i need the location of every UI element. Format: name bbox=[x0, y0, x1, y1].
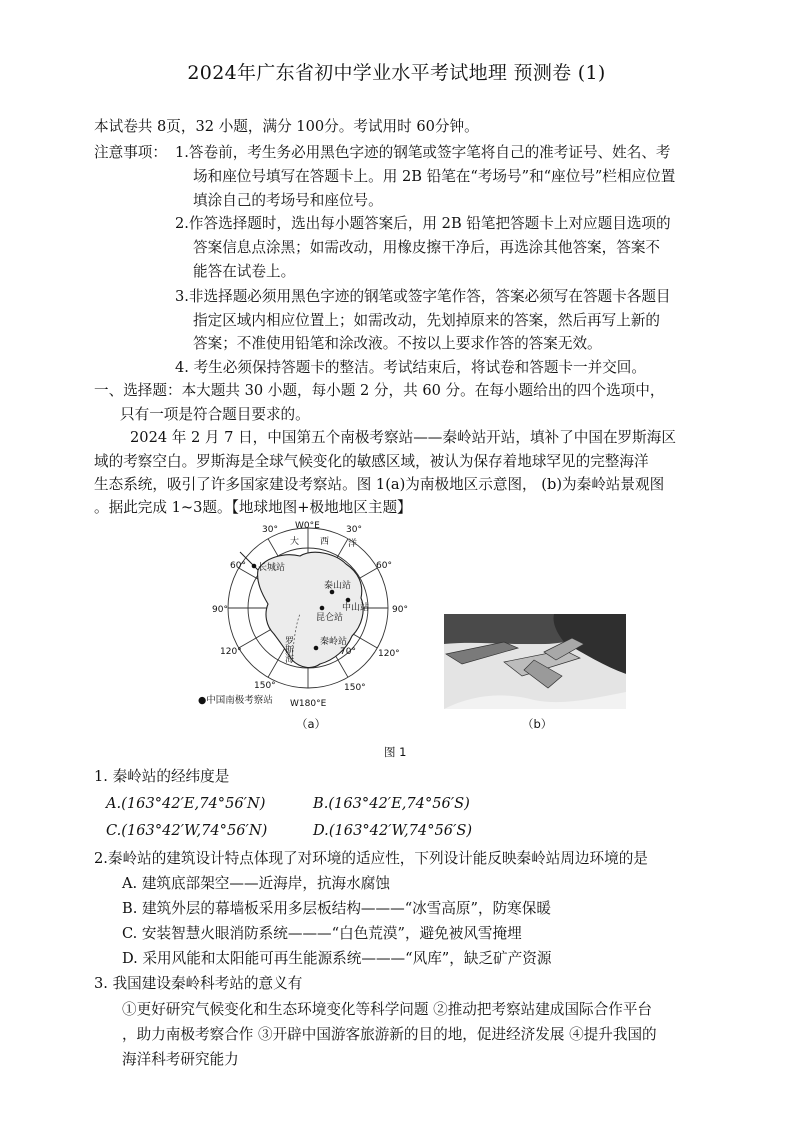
q3-options-line-1: ①更好研究气候变化和生态环境变化等科学问题 ②推动把考察站建成国际合作平台 bbox=[122, 1001, 653, 1018]
notice-item-2: 2.作答选择题时，选出每小题答案后，用 2B 铅笔把答题卡上对应题目选项的 bbox=[175, 215, 671, 232]
q2-option-b: B. 建筑外层的幕墙板采用多层板结构———“冰雪高原”，防寒保暖 bbox=[122, 900, 551, 917]
passage-line-1: 2024 年 2 月 7 日，中国第五个南极考察站——秦岭站开站，填补了中国在罗斯海区 bbox=[130, 429, 676, 446]
map-label-zhongshan: 中山站 bbox=[342, 603, 370, 613]
map-label-w0e: W0°E bbox=[295, 521, 320, 531]
zhongshan-station-marker bbox=[346, 598, 351, 603]
qinling-station-photo bbox=[444, 614, 626, 709]
notice-item-1-cont2: 填涂自己的考场号和座位号。 bbox=[193, 192, 383, 209]
notice-item-4: 4. 考生必须保持答题卡的整洁。考试结束后，将试卷和答题卡一并交回。 bbox=[175, 359, 646, 376]
notice-label: 注意事项： bbox=[94, 144, 167, 161]
map-label-60-right: 60° bbox=[376, 561, 392, 571]
q3-options-line-3: 海洋科考研究能力 bbox=[122, 1051, 239, 1068]
passage-line-2: 域的考察空白。罗斯海是全球气候变化的敏感区域，被认为保存着地球罕见的完整海洋 bbox=[94, 453, 649, 470]
map-label-30-left: 30° bbox=[262, 525, 278, 535]
q1-option-b: B.(163°42′E,74°56′S) bbox=[313, 795, 470, 812]
q3-stem: 3. 我国建设秦岭科考站的意义有 bbox=[94, 975, 303, 992]
q2-option-c: C. 安装智慧火眼消防系统———“白色荒漠”，避免被风雪掩埋 bbox=[122, 925, 522, 942]
map-label-ocean-3: 洋 bbox=[348, 539, 358, 549]
passage-line-3: 生态系统，吸引了许多国家建设考察站。图 1(a)为南极地区示意图， (b)为秦岭站景观图 bbox=[94, 476, 665, 493]
notice-item-3: 3.非选择题必须用黑色字迹的钢笔或签字笔作答，答案必须写在答题卡各题目 bbox=[175, 288, 671, 305]
antarctic-map bbox=[196, 518, 424, 718]
q2-option-d: D. 采用风能和太阳能可再生能源系统———“风库”，缺乏矿产资源 bbox=[122, 950, 552, 967]
map-label-90-right: 90° bbox=[392, 605, 408, 615]
figure-label-b: （b） bbox=[522, 717, 553, 731]
map-label-150-left: 150° bbox=[254, 681, 276, 691]
map-legend: ●中国南极考察站 bbox=[198, 695, 273, 706]
notice-item-2-cont2: 能答在试卷上。 bbox=[193, 263, 296, 280]
map-label-ocean-1: 大 bbox=[290, 537, 300, 547]
notice-item-1-cont: 场和座位号填写在答题卡上。用 2B 铅笔在“考场号”和“座位号”栏相应位置 bbox=[193, 168, 676, 185]
q1-option-d: D.(163°42′W,74°56′S) bbox=[313, 822, 473, 839]
q1-option-a: A.(163°42′E,74°56′N) bbox=[106, 795, 266, 812]
map-label-ocean-2: 西 bbox=[320, 537, 330, 547]
q2-option-a: A. 建筑底部架空——近海岸，抗海水腐蚀 bbox=[122, 875, 390, 892]
q1-option-c: C.(163°42′W,74°56′N) bbox=[106, 822, 268, 839]
exam-intro: 本试卷共 8页，32 小题，满分 100分。考试用时 60分钟。 bbox=[94, 118, 479, 135]
notice-item-2-cont: 答案信息点涂黑；如需改动，用橡皮擦干净后，再选涂其他答案，答案不 bbox=[193, 239, 661, 256]
map-label-150-right: 150° bbox=[344, 683, 366, 693]
map-label-30-right: 30° bbox=[346, 525, 362, 535]
map-label-w180e: W180°E bbox=[290, 699, 327, 709]
map-label-120-left: 120° bbox=[220, 647, 242, 657]
map-label-qinling: 秦岭站 bbox=[320, 637, 348, 647]
notice-item-1: 1.答卷前，考生务必用黑色字迹的钢笔或签字笔将自己的准考证号、姓名、考 bbox=[175, 144, 671, 161]
section-heading: 一、选择题：本大题共 30 小题，每小题 2 分，共 60 分。在每小题给出的四个选项中， bbox=[94, 382, 665, 399]
map-label-taishan: 泰山站 bbox=[324, 581, 352, 591]
q1-stem: 1. 秦岭站的经纬度是 bbox=[94, 768, 230, 785]
map-label-lat-70: 70° bbox=[340, 647, 356, 657]
map-label-ross-sea: 罗斯海 bbox=[283, 636, 293, 663]
notice-item-3-cont: 指定区域内相应位置上；如需改动，先划掉原来的答案，然后再写上新的 bbox=[193, 312, 661, 329]
map-label-90-left: 90° bbox=[212, 605, 228, 615]
kunlun-station-marker bbox=[320, 606, 325, 611]
changcheng-station-marker bbox=[252, 564, 257, 569]
q2-stem: 2.秦岭站的建筑设计特点体现了对环境的适应性，下列设计能反映秦岭站周边环境的是 bbox=[94, 850, 648, 867]
passage-line-4: 。据此完成 1~3题。【地球地图+极地地区主题】 bbox=[94, 499, 412, 516]
notice-item-3-cont2: 答案；不准使用铅笔和涂改液。不按以上要求作答的答案无效。 bbox=[193, 335, 602, 352]
figure-label-a: （a） bbox=[296, 717, 327, 731]
map-label-changcheng: 长城站 bbox=[258, 563, 286, 573]
page-title: 2024年广东省初中学业水平考试地理 预测卷 (1) bbox=[187, 62, 606, 84]
map-label-kunlun: 昆仑站 bbox=[316, 613, 344, 623]
section-heading-cont: 只有一项是符合题目要求的。 bbox=[120, 406, 310, 423]
map-label-60-left: 60° bbox=[230, 561, 246, 571]
map-label-120-right: 120° bbox=[378, 649, 400, 659]
qinling-station-marker bbox=[314, 646, 319, 651]
q3-options-line-2: ，助力南极考察合作 ③开辟中国游客旅游新的目的地，促进经济发展 ④提升我国的 bbox=[122, 1026, 657, 1043]
figure-caption: 图 1 bbox=[384, 745, 407, 759]
